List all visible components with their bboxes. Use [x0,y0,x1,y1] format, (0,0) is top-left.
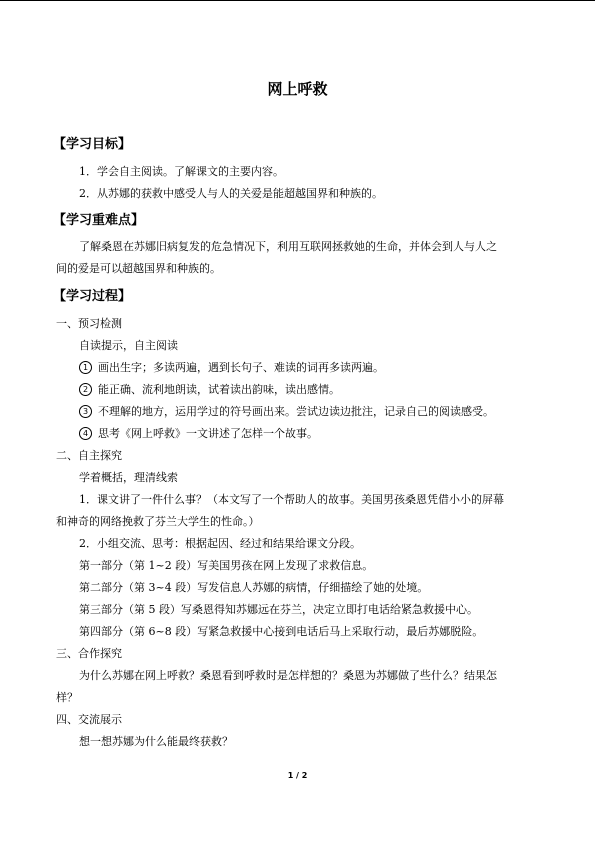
section-2-subtitle: 学着概括，理清线索 [79,471,178,484]
list-item-text: 思考《网上呼救》一文讲述了怎样一个故事。 [98,427,318,440]
part-1: 第一部分（第 1~2 段）写美国男孩在网上发现了求救信息。 [79,559,374,572]
list-item [79,427,318,441]
circled-number: 4 [79,427,92,440]
section-3-line-1: 为什么苏娜在网上呼救？桑恩看到呼救时是怎样想的？桑恩为苏娜做了些什么？结果怎 [79,669,497,682]
section-4-line-1: 想一想苏娜为什么能最终获救？ [79,735,233,748]
keypoints-line-1: 了解桑恩在苏娜旧病复发的危急情况下，利用互联网拯救她的生命，并体会到人与人之 [79,240,497,253]
list-item [79,383,340,397]
part-3: 第三部分（第 5 段）写桑恩得知苏娜远在芬兰，决定立即打电话给紧急救援中心。 [79,603,478,616]
part-4: 第四部分（第 6~8 段）写紧急救援中心接到电话后马上采取行动，最后苏娜脱险。 [79,625,484,638]
heading-goals: 【学习目标】 [53,137,132,152]
heading-process: 【学习过程】 [53,289,132,304]
heading-keypoints: 【学习重难点】 [53,213,145,228]
section-1-subtitle: 自读提示，自主阅读 [79,339,178,352]
goal-item-2: 2．从苏娜的获救中感受人与人的关爱是能超越国界和种族的。 [79,187,383,200]
circled-number: 1 [79,361,92,374]
question-1-line-2: 和神奇的网络挽救了芬兰大学生的性命。） [56,515,260,528]
page-indicator: 1 / 2 [287,771,308,780]
top-rule [0,0,595,1]
circled-number: 3 [79,405,92,418]
list-item-text: 画出生字；多读两遍，遇到长句子、难读的词再多读两遍。 [98,361,384,374]
circled-number: 2 [79,383,92,396]
list-item-text: 能正确、流利地朗读，试着读出韵味，读出感情。 [98,383,340,396]
section-3-line-2: 样？ [56,691,78,704]
part-2: 第二部分（第 3~4 段）写发信息人苏娜的病情，仔细描绘了她的处境。 [79,581,429,594]
keypoints-line-2: 间的爱是可以超越国界和种族的。 [56,262,221,275]
list-item-text: 不理解的地方，运用学过的符号画出来。尝试边读边批注，记录自己的阅读感受。 [98,405,494,418]
question-1-line-1: 1．课文讲了一件什么事？（本文写了一个帮助人的故事。美国男孩桑恩凭借小小的屏幕 [79,493,504,506]
section-2-title: 二、自主探究 [56,449,122,462]
question-2: 2．小组交流、思考：根据起因、经过和结果给课文分段。 [79,537,361,550]
section-1-title: 一、预习检测 [56,317,122,330]
section-3-title: 三、合作探究 [56,647,122,660]
list-item [79,405,494,419]
list-item [79,361,384,375]
section-4-title: 四、交流展示 [56,713,122,726]
goal-item-1: 1．学会自主阅读。了解课文的主要内容。 [79,165,284,178]
page-title: 网上呼救 [267,80,328,98]
